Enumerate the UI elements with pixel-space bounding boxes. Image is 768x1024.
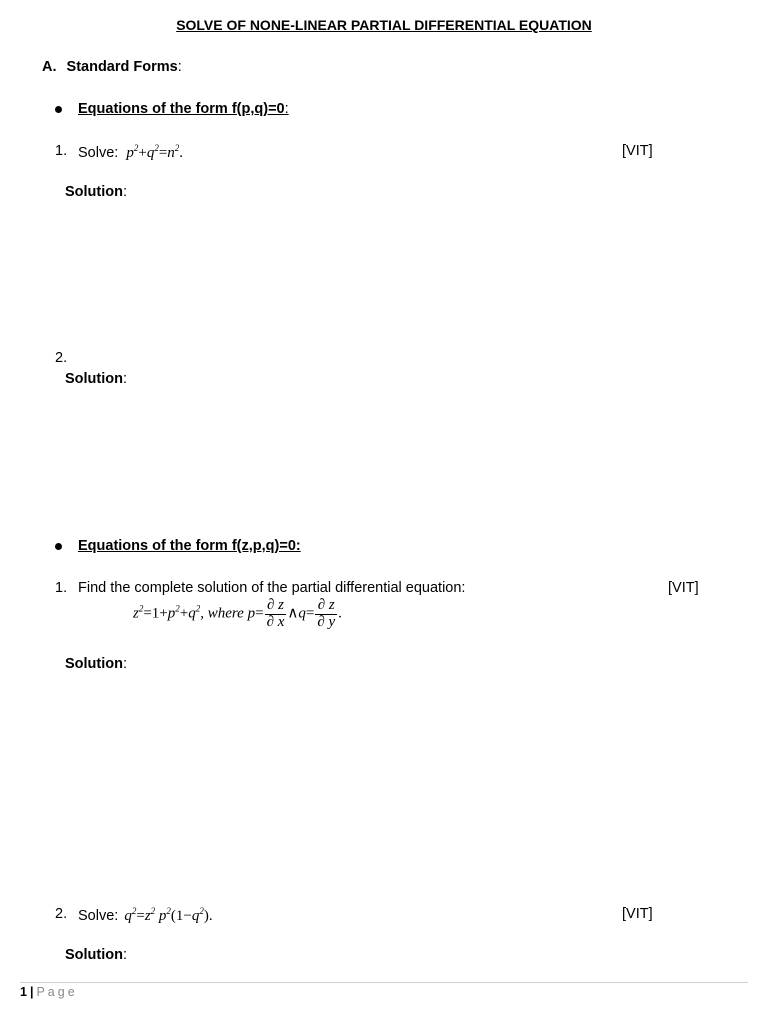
solution-label-colon: : (123, 371, 128, 387)
solution-label (65, 656, 127, 672)
solution-label-text: Solution (65, 184, 123, 200)
source-tag: [VIT] (668, 580, 699, 596)
section-colon: : (177, 59, 182, 75)
equation-q2-z2p2: $q^2=z^2$ $p^2(1-q^2)$. (124, 906, 213, 924)
source-tag: [VIT] (622, 906, 653, 922)
problem-1-number: 1. (55, 143, 68, 159)
problem-1-statement: Find the complete solution of the partial differential equation: (78, 580, 466, 596)
bullet-icon (55, 106, 62, 113)
equation-z2-1-p2-q2: $z^2=1+p^2+q^2$, where p= $\frac{\partial z}{\partial x}$ ∧q= $\frac{\partial z}{\partial y}$ . (133, 597, 342, 630)
problem-2-number: 2. (55, 906, 68, 922)
problem-2-number: 2. (55, 350, 68, 366)
solution-label (65, 371, 127, 387)
solution-label-text: Solution (65, 656, 123, 672)
document-title: SOLVE OF NONE-LINEAR PARTIAL DIFFERENTIAL EQUATION (176, 17, 592, 33)
section-label: Standard Forms (66, 59, 178, 75)
footer-separator: | (29, 985, 34, 999)
problem-1-number: 1. (55, 580, 68, 596)
page-footer (20, 984, 78, 1000)
equation-p2-q2-n2: $p^2+q^2=n^2$. (126, 143, 184, 161)
solution-label-colon: : (123, 947, 128, 963)
footer-divider (20, 982, 748, 983)
solution-label (65, 184, 127, 200)
solution-label-colon: : (123, 656, 128, 672)
group-heading-fpq (78, 101, 289, 117)
group-heading-text: Equations of the form f(p,q)=0 (78, 101, 285, 117)
group-heading-suffix: : (284, 101, 289, 117)
problem-1-statement (78, 143, 183, 162)
group-heading-fzpq: Equations of the form f(z,p,q)=0: (78, 538, 301, 554)
bullet-icon (55, 543, 62, 550)
solution-label-colon: : (123, 184, 128, 200)
section-marker: A. (42, 59, 57, 75)
solution-label-text: Solution (65, 947, 123, 963)
problem-2-statement (78, 906, 213, 925)
solution-label-text: Solution (65, 371, 123, 387)
solution-label (65, 947, 127, 963)
source-tag: [VIT] (622, 143, 653, 159)
section-heading (42, 59, 182, 75)
page-number: 1 (20, 985, 27, 999)
problem-1-prefix: Solve: (78, 145, 119, 161)
page-word: Page (36, 985, 78, 999)
problem-2-prefix: Solve: (78, 908, 119, 924)
